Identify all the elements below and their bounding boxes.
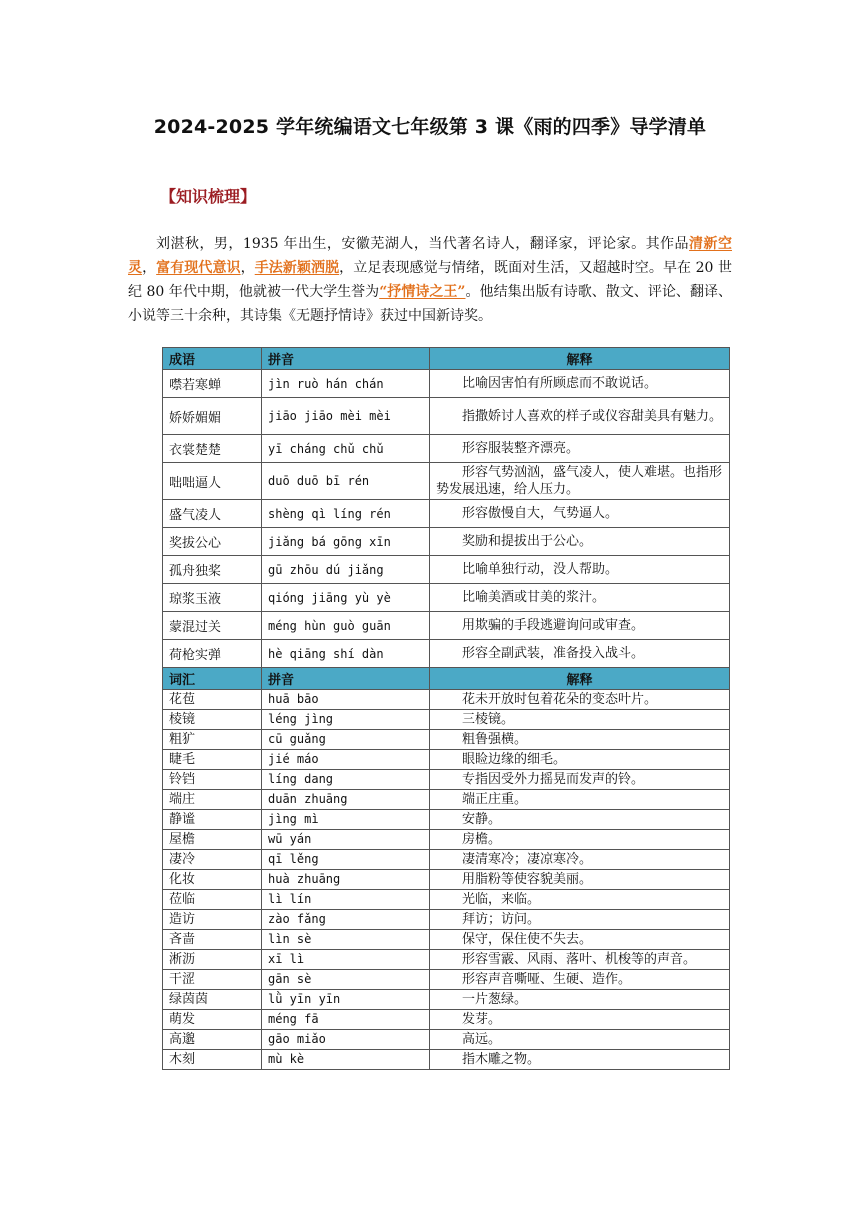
idiom-pinyin: shèng qì líng rén	[262, 500, 430, 528]
idiom-pinyin: jìn ruò hán chán	[262, 370, 430, 398]
word-pinyin: gān sè	[262, 970, 430, 990]
word-term: 端庄	[163, 790, 262, 810]
word-term: 干涩	[163, 970, 262, 990]
idiom-pinyin: jiāo jiāo mèi mèi	[262, 398, 430, 435]
highlight-phrase-2: 富有现代意识	[156, 260, 241, 276]
word-term: 化妆	[163, 870, 262, 890]
word-term: 粗犷	[163, 730, 262, 750]
idiom-row	[163, 463, 730, 500]
idiom-row	[163, 500, 730, 528]
word-meaning: 一片葱绿。	[430, 990, 730, 1010]
word-term: 造访	[163, 910, 262, 930]
word-meaning: 安静。	[430, 810, 730, 830]
word-meaning: 拜访；访问。	[430, 910, 730, 930]
idiom-meaning: 比喻美酒或甘美的浆汁。	[430, 584, 730, 612]
word-row	[163, 1050, 730, 1070]
idiom-pinyin: gū zhōu dú jiǎng	[262, 556, 430, 584]
word-term: 淅沥	[163, 950, 262, 970]
idiom-term: 荷枪实弹	[163, 640, 262, 668]
word-row	[163, 910, 730, 930]
highlight-phrase-4: “抒情诗之王”	[379, 284, 466, 300]
section-heading: 【知识梳理】	[160, 187, 257, 206]
word-term: 铃铛	[163, 770, 262, 790]
idiom-pinyin: qióng jiāng yù yè	[262, 584, 430, 612]
idiom-meaning: 形容服装整齐漂亮。	[430, 435, 730, 463]
word-meaning: 房檐。	[430, 830, 730, 850]
idiom-meaning: 用欺骗的手段逃避询问或审查。	[430, 612, 730, 640]
highlight-phrase-3: 手法新颖洒脱	[254, 260, 340, 276]
word-meaning: 三棱镜。	[430, 710, 730, 730]
word-row	[163, 970, 730, 990]
word-pinyin: xī lì	[262, 950, 430, 970]
word-pinyin: wū yán	[262, 830, 430, 850]
idiom-meaning: 形容傲慢自大，气势逼人。	[430, 500, 730, 528]
idiom-term: 噤若寒蝉	[163, 370, 262, 398]
idiom-row	[163, 370, 730, 398]
word-meaning: 端正庄重。	[430, 790, 730, 810]
idiom-pinyin: jiǎng bá gōng xīn	[262, 528, 430, 556]
word-pinyin: qī lěng	[262, 850, 430, 870]
idiom-header-meaning: 解释	[430, 348, 730, 370]
document-title: 2024-2025 学年统编语文七年级第 3 课《雨的四季》导学清单	[153, 116, 707, 138]
highlight-phrase-1: 清新空灵	[128, 236, 732, 276]
idiom-meaning: 比喻单独行动，没人帮助。	[430, 556, 730, 584]
word-pinyin: léng jìng	[262, 710, 430, 730]
idiom-pinyin: hè qiāng shí dàn	[262, 640, 430, 668]
word-row	[163, 730, 730, 750]
idiom-meaning: 奖励和提拔出于公心。	[430, 528, 730, 556]
word-row	[163, 750, 730, 770]
idiom-meaning: 形容气势汹汹，盛气凌人，使人难堪。也指形势发展迅速，给人压力。	[430, 463, 730, 500]
word-pinyin: lì lín	[262, 890, 430, 910]
word-meaning: 光临，来临。	[430, 890, 730, 910]
idiom-term: 衣裳楚楚	[163, 435, 262, 463]
word-header-pinyin: 拼音	[262, 668, 430, 690]
word-pinyin: lìn sè	[262, 930, 430, 950]
idiom-term: 盛气凌人	[163, 500, 262, 528]
word-row	[163, 930, 730, 950]
word-meaning: 粗鲁强横。	[430, 730, 730, 750]
word-row	[163, 710, 730, 730]
word-row	[163, 950, 730, 970]
word-pinyin: huà zhuāng	[262, 870, 430, 890]
word-meaning: 高远。	[430, 1030, 730, 1050]
word-pinyin: duān zhuāng	[262, 790, 430, 810]
word-pinyin: jìng mì	[262, 810, 430, 830]
intro-sep-2: ，	[240, 260, 255, 276]
word-pinyin: mù kè	[262, 1050, 430, 1070]
word-meaning: 花未开放时包着花朵的变态叶片。	[430, 690, 730, 710]
idiom-row	[163, 398, 730, 435]
word-pinyin: jié máo	[262, 750, 430, 770]
word-term: 屋檐	[163, 830, 262, 850]
idiom-term: 蒙混过关	[163, 612, 262, 640]
idiom-term: 琼浆玉液	[163, 584, 262, 612]
word-pinyin: gāo miǎo	[262, 1030, 430, 1050]
idiom-header-pinyin: 拼音	[262, 348, 430, 370]
word-row	[163, 770, 730, 790]
word-term: 萌发	[163, 1010, 262, 1030]
intro-text-1: 刘湛秋，男，1935 年出生，安徽芜湖人，当代著名诗人，翻译家，评论家。其作品	[156, 236, 690, 252]
word-pinyin: lǜ yīn yīn	[262, 990, 430, 1010]
idiom-row	[163, 435, 730, 463]
word-row	[163, 990, 730, 1010]
word-row	[163, 870, 730, 890]
word-pinyin: méng fā	[262, 1010, 430, 1030]
word-meaning: 形容雪霰、风雨、落叶、机梭等的声音。	[430, 950, 730, 970]
idiom-row	[163, 640, 730, 668]
word-row	[163, 830, 730, 850]
word-header-meaning: 解释	[430, 668, 730, 690]
word-row	[163, 890, 730, 910]
intro-text-3: 。他结集出版有诗歌、散文、评论、翻译、小说等三十余种，其诗集《无题抒情诗》获过中国新诗奖。	[128, 284, 733, 324]
word-header-row	[163, 668, 730, 690]
word-meaning: 指木雕之物。	[430, 1050, 730, 1070]
word-term: 高邈	[163, 1030, 262, 1050]
idiom-pinyin: duō duō bī rén	[262, 463, 430, 500]
word-pinyin: líng dang	[262, 770, 430, 790]
vocabulary-table	[162, 347, 730, 1070]
word-term: 吝啬	[163, 930, 262, 950]
word-term: 凄冷	[163, 850, 262, 870]
word-row	[163, 810, 730, 830]
vocabulary-table-body	[163, 348, 730, 1070]
idiom-row	[163, 584, 730, 612]
word-meaning: 凄清寒冷；凄凉寒冷。	[430, 850, 730, 870]
word-row	[163, 1030, 730, 1050]
word-header-term: 词汇	[163, 668, 262, 690]
word-term: 静谧	[163, 810, 262, 830]
word-term: 棱镜	[163, 710, 262, 730]
word-meaning: 用脂粉等使容貌美丽。	[430, 870, 730, 890]
idiom-pinyin: yī cháng chǔ chǔ	[262, 435, 430, 463]
word-row	[163, 690, 730, 710]
word-pinyin: cū guǎng	[262, 730, 430, 750]
word-pinyin: huā bāo	[262, 690, 430, 710]
intro-text-2: ，立足表现感觉与情绪，既面对生活，又超越时空。早在 20 世纪 80 年代中期，他就被一代大学生誉为	[128, 260, 732, 300]
author-intro-paragraph	[128, 232, 732, 328]
word-term: 木刻	[163, 1050, 262, 1070]
word-row	[163, 790, 730, 810]
word-row	[163, 1010, 730, 1030]
word-meaning: 专指因受外力摇晃而发声的铃。	[430, 770, 730, 790]
idiom-row	[163, 556, 730, 584]
intro-sep-1: ，	[142, 260, 157, 276]
word-term: 绿茵茵	[163, 990, 262, 1010]
idiom-pinyin: méng hùn guò guān	[262, 612, 430, 640]
word-term: 花苞	[163, 690, 262, 710]
idiom-term: 娇娇媚媚	[163, 398, 262, 435]
idiom-term: 孤舟独桨	[163, 556, 262, 584]
word-meaning: 眼睑边缘的细毛。	[430, 750, 730, 770]
word-row	[163, 850, 730, 870]
word-term: 莅临	[163, 890, 262, 910]
word-meaning: 发芽。	[430, 1010, 730, 1030]
word-pinyin: zào fǎng	[262, 910, 430, 930]
idiom-header-row	[163, 348, 730, 370]
idiom-term: 奖拔公心	[163, 528, 262, 556]
idiom-meaning: 指撒娇讨人喜欢的样子或仪容甜美具有魅力。	[430, 398, 730, 435]
idiom-meaning: 比喻因害怕有所顾虑而不敢说话。	[430, 370, 730, 398]
idiom-row	[163, 528, 730, 556]
idiom-term: 咄咄逼人	[163, 463, 262, 500]
word-meaning: 保守，保住使不失去。	[430, 930, 730, 950]
idiom-row	[163, 612, 730, 640]
idiom-meaning: 形容全副武装，准备投入战斗。	[430, 640, 730, 668]
idiom-header-term: 成语	[163, 348, 262, 370]
word-term: 睫毛	[163, 750, 262, 770]
word-meaning: 形容声音嘶哑、生硬、造作。	[430, 970, 730, 990]
